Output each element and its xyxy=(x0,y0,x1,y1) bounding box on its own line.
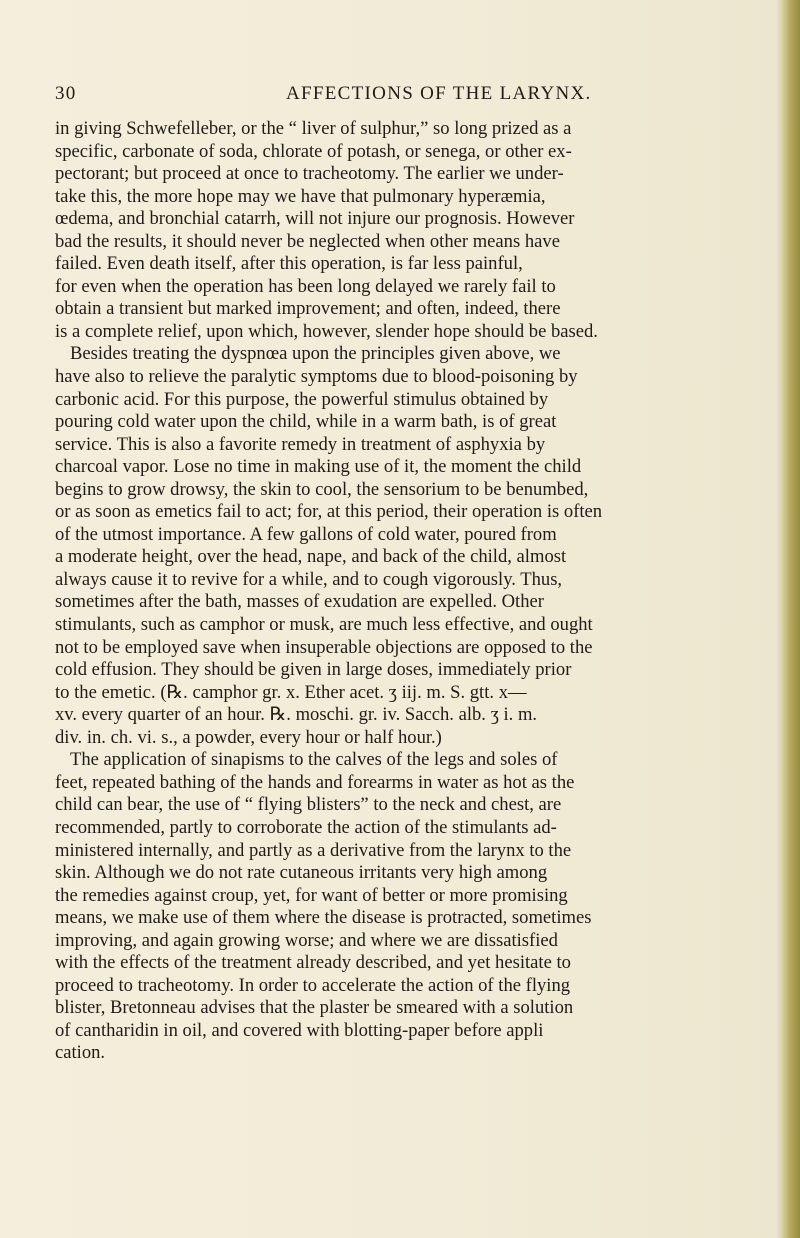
text-line: blister, Bretonneau advises that the plaster be smeared with a solution xyxy=(55,997,574,1019)
text-line: feet, repeated bathing of the hands and forearms in water as hot as the xyxy=(55,771,575,793)
text-line: cation. xyxy=(55,1042,106,1064)
text-line: in giving Schwefelleber, or the “ liver of sulphur,” so long prized as a xyxy=(55,118,572,139)
text-line: recommended, partly to corroborate the action of the stimulants ad- xyxy=(55,816,557,838)
text-line: charcoal vapor. Lose no time in making use of it, the moment the child xyxy=(55,456,582,478)
text-line: xv. every quarter of an hour. ℞. moschi. gr. iv. Sacch. alb. ʒ i. m. xyxy=(55,704,538,726)
text-line: skin. Although we do not rate cutaneous irritants very high among xyxy=(55,862,548,884)
text-line: stimulants, such as camphor or musk, are much less effective, and ought xyxy=(55,614,593,636)
text-line: or as soon as emetics fail to act; for, at this period, their operation is often xyxy=(55,501,603,523)
text-line: œdema, and bronchial catarrh, will not injure our prognosis. However xyxy=(55,208,575,230)
text-line: bad the results, it should never be neglected when other means have xyxy=(55,230,560,252)
text-line: of the utmost importance. A few gallons of cold water, poured from xyxy=(55,523,557,545)
text-line: proceed to tracheotomy. In order to accelerate the action of the flying xyxy=(55,974,571,996)
text-line: not to be employed save when insuperable objections are opposed to the xyxy=(55,636,593,658)
text-line: begins to grow drowsy, the skin to cool, the sensorium to be benumbed, xyxy=(55,478,589,500)
text-line: always cause it to revive for a while, and to cough vigorously. Thus, xyxy=(55,568,563,590)
text-line: ministered internally, and partly as a derivative from the larynx to the xyxy=(55,839,572,861)
text-line: to the emetic. (℞. camphor gr. x. Ether acet. ʒ iij. m. S. gtt. x— xyxy=(55,681,527,703)
text-line: service. This is also a favorite remedy in treatment of asphyxia by xyxy=(55,433,546,455)
text-line: for even when the operation has been long delayed we rarely fail to xyxy=(55,275,556,297)
text-line: sometimes after the bath, masses of exudation are expelled. Other xyxy=(55,591,544,613)
text-line: carbonic acid. For this purpose, the powerful stimulus obtained by xyxy=(55,388,549,410)
text-line: a moderate height, over the head, nape, and back of the child, almost xyxy=(55,546,567,568)
text-line: failed. Even death itself, after this operation, is far less painful, xyxy=(55,253,523,275)
page-number: 30 xyxy=(55,83,77,104)
text-line: with the effects of the treatment already described, and yet hesitate to xyxy=(55,952,571,974)
running-head xyxy=(55,83,670,111)
text-line: take this, the more hope may we have that pulmonary hyperæmia, xyxy=(55,185,546,207)
text-line: specific, carbonate of soda, chlorate of potash, or senega, or other ex- xyxy=(55,140,572,162)
text-line: Besides treating the dyspnœa upon the principles given above, we xyxy=(70,343,561,365)
running-title: AFFECTIONS OF THE LARYNX. xyxy=(286,83,592,104)
body-text xyxy=(55,118,670,1065)
text-line: improving, and again growing worse; and where we are dissatisfied xyxy=(55,929,558,951)
text-line: of cantharidin in oil, and covered with blotting-paper before appli xyxy=(55,1019,544,1041)
text-line: child can bear, the use of “ flying blisters” to the neck and chest, are xyxy=(55,794,562,816)
text-line: The application of sinapisms to the calves of the legs and soles of xyxy=(70,749,558,771)
page-edge-band xyxy=(782,0,800,1238)
text-line: cold effusion. They should be given in large doses, immediately prior xyxy=(55,659,572,681)
text-line: pectorant; but proceed at once to tracheotomy. The earlier we under- xyxy=(55,163,564,185)
text-line: have also to relieve the paralytic symptoms due to blood-poisoning by xyxy=(55,366,578,388)
text-line: means, we make use of them where the disease is protracted, sometimes xyxy=(55,907,592,929)
text-line: the remedies against croup, yet, for want of better or more promising xyxy=(55,884,568,906)
text-line: div. in. ch. vi. s., a powder, every hour or half hour.) xyxy=(55,726,442,748)
text-line: pouring cold water upon the child, while in a warm bath, is of great xyxy=(55,411,557,433)
text-line: obtain a transient but marked improvement; and often, indeed, there xyxy=(55,298,561,320)
text-line: is a complete relief, upon which, however, slender hope should be based. xyxy=(55,320,598,342)
